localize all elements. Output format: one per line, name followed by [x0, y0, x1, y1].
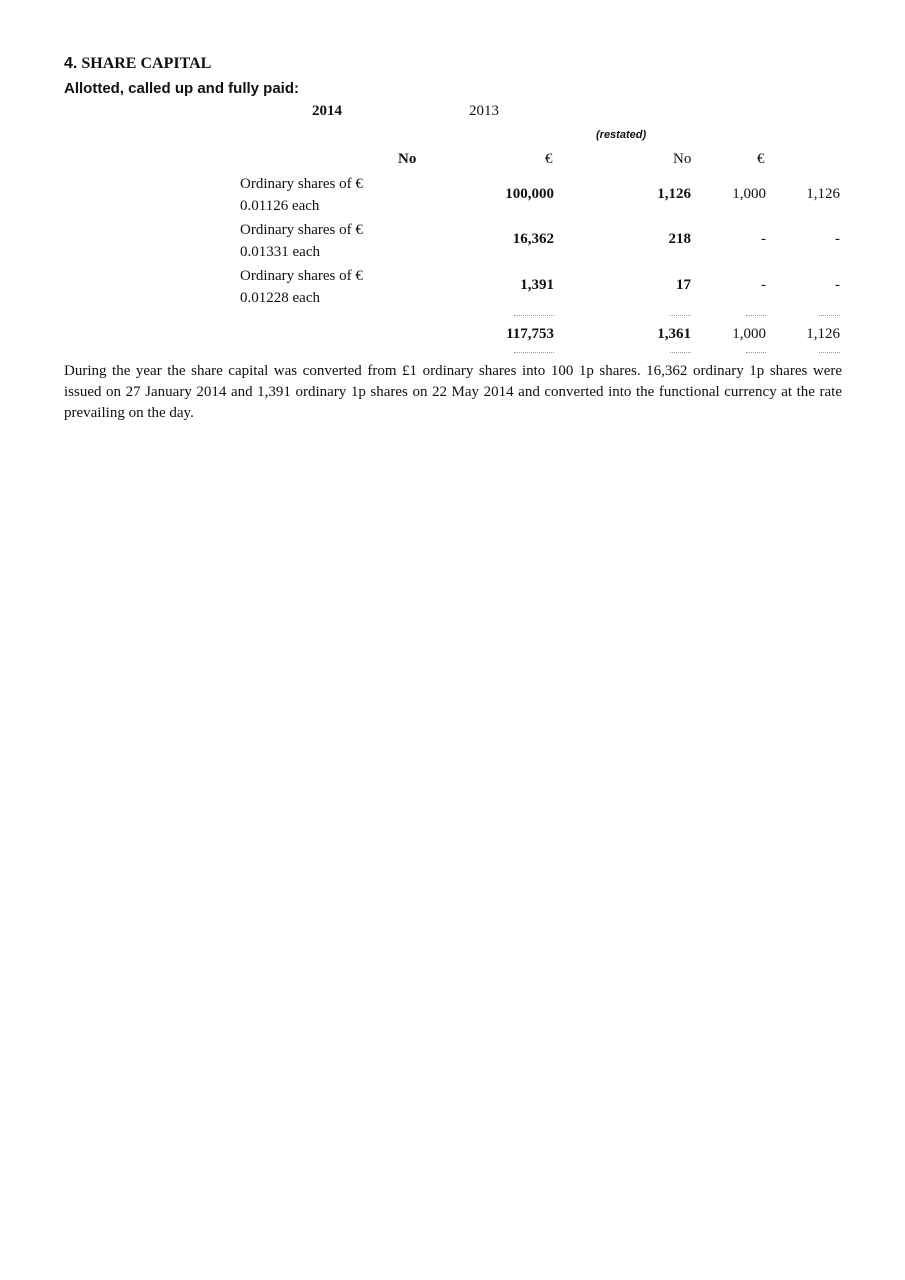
section-title: SHARE CAPITAL — [81, 55, 212, 72]
cell-2013-eur: 1,126 — [806, 186, 840, 202]
cell-2013-eur: - — [835, 231, 840, 247]
total-rule — [746, 352, 766, 353]
cell-2014-no: 100,000 — [505, 186, 554, 202]
row-description — [240, 219, 410, 263]
subtotal-rule — [514, 315, 554, 316]
cell-2013-no: - — [761, 277, 766, 293]
row-description — [240, 265, 410, 309]
col-header-2013-no: No — [673, 151, 692, 167]
row-description-line2: 0.01228 each — [240, 290, 320, 306]
row-description-line1: Ordinary shares of € — [240, 268, 363, 284]
row-description-line2: 0.01331 each — [240, 244, 320, 260]
cell-2014-eur: 17 — [676, 277, 691, 293]
total-rule — [819, 352, 840, 353]
year-2013-header: 2013 — [469, 103, 499, 119]
row-description-line1: Ordinary shares of € — [240, 222, 363, 238]
cell-2013-eur: - — [835, 277, 840, 293]
row-description-line2: 0.01126 each — [240, 198, 320, 214]
year-2014-header: 2014 — [312, 103, 342, 119]
restated-label: (restated) — [596, 129, 647, 141]
col-header-2014-eur: € — [545, 151, 553, 167]
total-2013-no: 1,000 — [732, 326, 766, 342]
section-heading — [64, 55, 211, 73]
section-subtitle: Allotted, called up and fully paid: — [64, 80, 300, 97]
total-rule — [514, 352, 554, 353]
col-header-2014-no: No — [398, 151, 417, 167]
total-2014-eur: 1,361 — [657, 326, 691, 342]
cell-2013-no: 1,000 — [732, 186, 766, 202]
note-paragraph: During the year the share capital was converted from £1 ordinary shares into 100 1p shares. 16,362 ordinary 1p shares were issued on 27 January 2014 and 1,391 ordinary 1p shares on 22 May 2014 and converted into the functional currency at the rate prevailing on the day. — [64, 363, 842, 421]
cell-2014-eur: 218 — [668, 231, 691, 247]
cell-2014-no: 1,391 — [520, 277, 554, 293]
subtotal-rule — [746, 315, 766, 316]
total-2014-no: 117,753 — [506, 326, 554, 342]
row-description — [240, 173, 410, 217]
cell-2014-no: 16,362 — [512, 231, 554, 247]
row-description-line1: Ordinary shares of € — [240, 176, 363, 192]
col-header-2013-eur: € — [757, 151, 765, 167]
total-rule — [670, 352, 691, 353]
subtotal-rule — [670, 315, 691, 316]
cell-2013-no: - — [761, 231, 766, 247]
subtotal-rule — [819, 315, 840, 316]
cell-2014-eur: 1,126 — [657, 186, 691, 202]
total-2013-eur: 1,126 — [806, 326, 840, 342]
section-number: 4. — [64, 55, 78, 72]
